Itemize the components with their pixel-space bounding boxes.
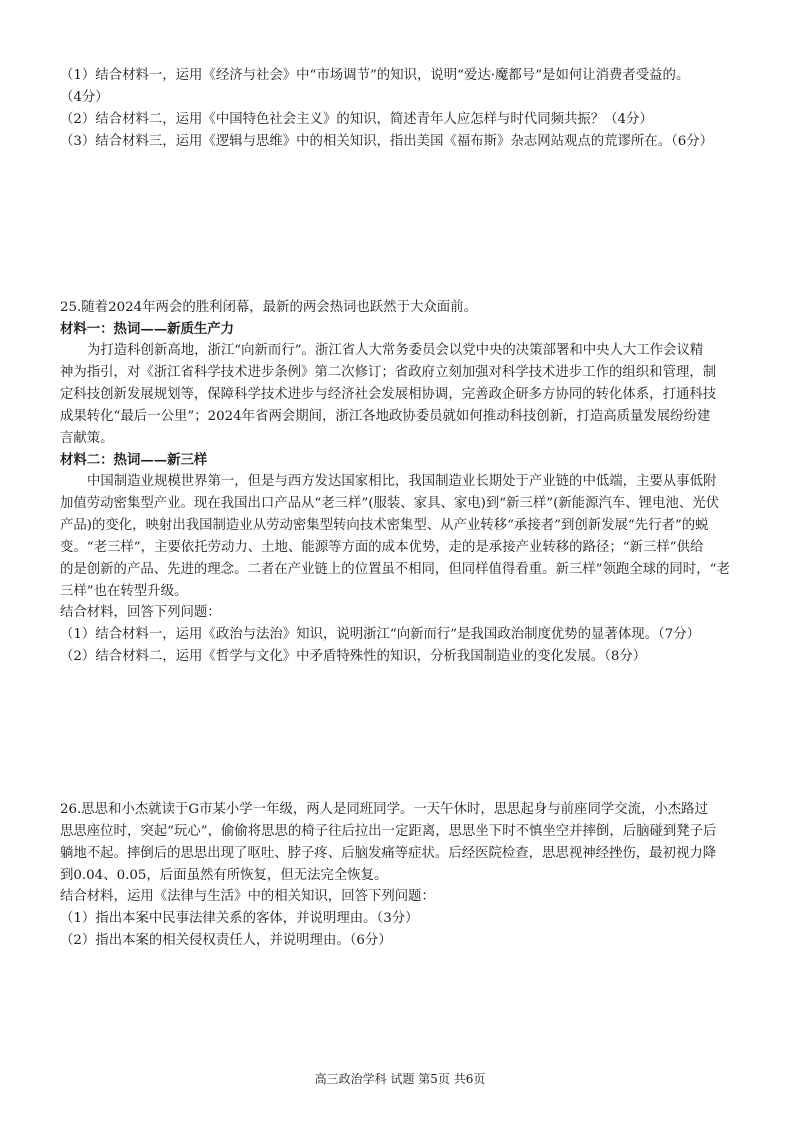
q25-material-2-line: 加值劳动密集型产业。现在我国出口产品从“老三样”(服装、家具、家电)到“新三样”(新能源汽车、锂电池、光伏 [60,496,720,511]
q25-material-2-line: 中国制造业规模世界第一，但是与西方发达国家相比，我国制造业长期处于产业链的中低端，主要从事低附 [87,474,717,489]
q26-text-line: 26.思思和小杰就读于G市某小学一年级，两人是同班同学。一天午休时，思思起身与前座同学交流，小杰路过 [60,802,708,817]
q24-questions [60,66,750,150]
q25-prompt: 结合材料，回答下列问题： [60,605,221,620]
q25-question-1: （1）结合材料一，运用《政治与法治》知识，说明浙江“向新而行”是我国政治制度优势的显著体现。（7分） [60,627,700,642]
q25-material-2-line: 产品)的变化，映射出我国制造业从劳动密集型转向技术密集型、从产业转移“承接者”到创新发展“先行者”的蜕 [60,518,709,533]
q24-question-1: （1）结合材料一，运用《经济与社会》中“市场调节”的知识，说明“爱达·魔都号”是如何让消费者受益的。 [60,68,690,83]
page-footer: 高三政治学科 试题 第5页 共6页 [314,1072,486,1086]
q25-material-2-line: 三样”也在转型升级。 [60,584,188,599]
q25-material-1-line: 言献策。 [60,431,114,446]
q25-question-2: （2）结合材料二，运用《哲学与文化》中矛盾特殊性的知识，分析我国制造业的变化发展。（8分） [60,649,647,664]
q26-prompt: 结合材料，运用《法律与生活》中的相关知识，回答下列问题： [60,889,435,904]
q25-material-1-line: 成果转化“最后一公里”；2024年省两会期间，浙江各地政协委员就如何推动科技创新，打造高质量发展纷纷建 [60,409,711,424]
q26-text-line: 到0.04、0.05，后面虽然有所恢复，但无法完全恢复。 [60,868,388,883]
q25-material-1-title: 材料一：热词——新质生产力 [60,321,235,337]
q25-material-2-title: 材料二：热词——新三样 [60,452,208,468]
q24-question-3: （3）结合材料三，运用《逻辑与思维》中的相关知识，指出美国《福布斯》杂志网站观点的荒谬所在。（6分） [60,134,714,149]
q25-material-2-line: 变。“老三样”，主要依托劳动力、土地、能源等方面的成本优势，走的是承接产业转移的路径；“新三样”供给 [60,540,704,555]
q25-material-1-line: 为打造科创新高地，浙江“向新而行”。浙江省人大常务委员会以党中央的决策部署和中央人大工作会议精 [87,343,704,358]
q26-text-line: 躺地不起。摔倒后的思思出现了呕吐、脖子疼、后脑发痛等症状。后经医院检查，思思视神经挫伤，最初视力降 [60,846,717,861]
q26-block [60,800,750,950]
q25-material-1-line: 定科技创新发展规划等，保障科学技术进步与经济社会发展相协调，完善政企研多方协同的转化体系，打通科技 [60,387,717,402]
q25-block [60,298,750,664]
q26-question-1: （1）指出本案中民事法律关系的客体，并说明理由。（3分） [60,911,419,926]
q24-question-1-score: （4分） [60,90,109,105]
q25-intro: 25.随着2024年两会的胜利闭幕，最新的两会热词也跃然于大众面前。 [60,300,477,315]
q26-question-2: （2）指出本案的相关侵权责任人，并说明理由。（6分） [60,933,392,948]
q24-question-2: （2）结合材料二，运用《中国特色社会主义》的知识，简述青年人应怎样与时代同频共振？（4分） [60,112,653,127]
q25-material-1-line: 神为指引，对《浙江省科学技术进步条例》第二次修订；省政府立刻加强对科学技术进步工作的组织和管理，制 [60,365,717,380]
q25-material-2-line: 的是创新的产品、先进的理念。二者在产业链上的位置虽不相同，但同样值得看重。新三样”领跑全球的同时，“老 [60,562,730,577]
q26-text-line: 思思座位时，突起“玩心”，偷偷将思思的椅子往后拉出一定距离，思思坐下时不慎坐空并摔倒，后脑碰到凳子后 [60,824,717,839]
